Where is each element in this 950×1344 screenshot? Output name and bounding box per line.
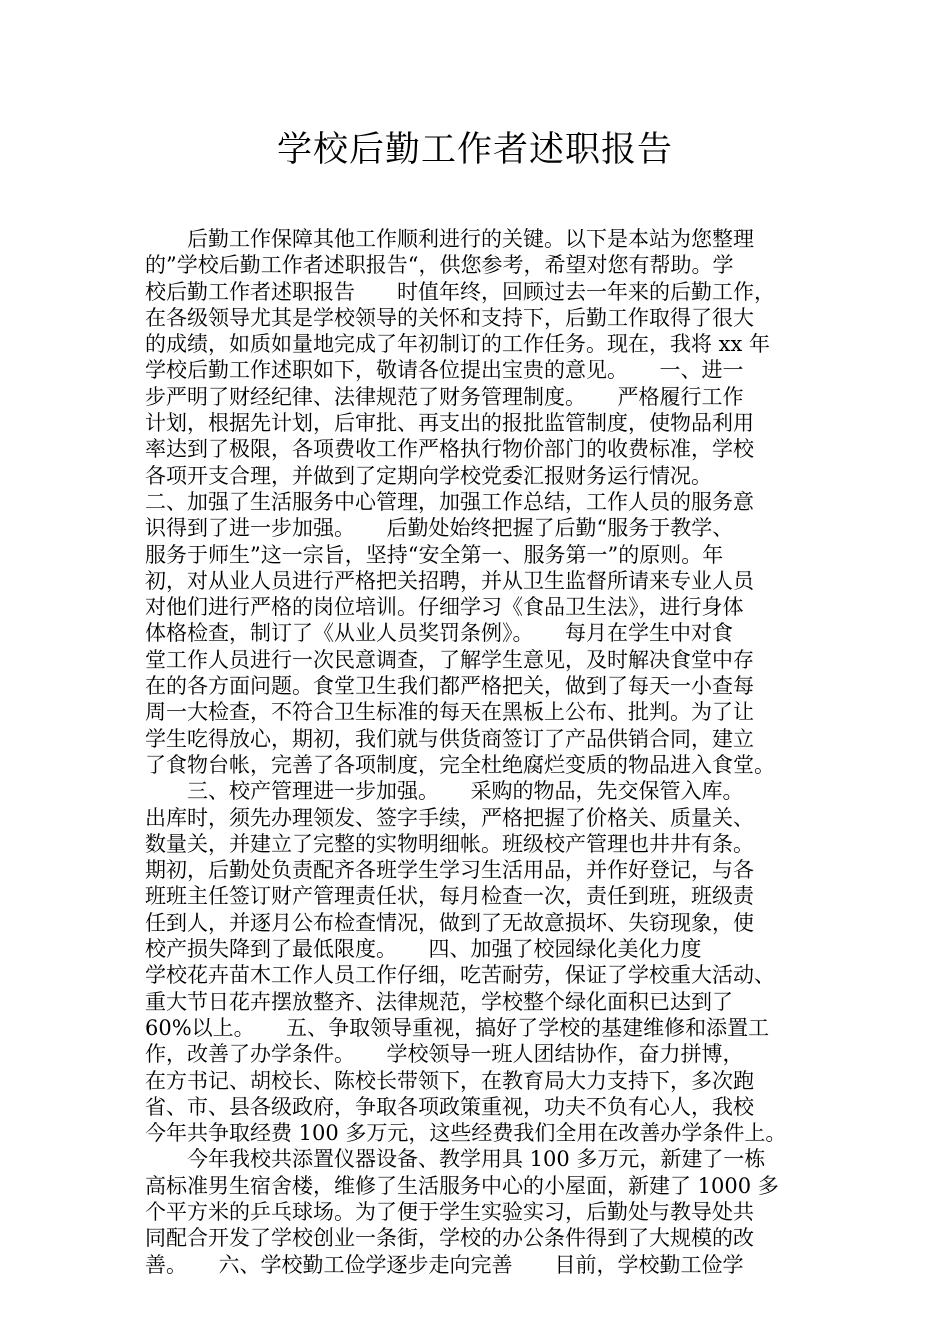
document-body — [145, 226, 810, 1278]
body-line: 校产损失降到了最低限度。 四、加强了校园绿化美化力度 — [145, 937, 702, 962]
body-line: 三、校产管理进一步加强。 采购的物品，先交保管入库。 — [145, 779, 744, 804]
body-line: 同配合开发了学校创业一条街，学校的办公条件得到了大规模的改 — [145, 1226, 754, 1251]
body-line: 步严明了财经纪律、法律规范了财务管理制度。 严格履行工作 — [145, 384, 744, 409]
document-title: 学校后勤工作者述职报告 — [276, 130, 673, 170]
body-line: 省、市、县各级政府，争取各项政策重视，功夫不负有心人，我校 — [145, 1094, 754, 1119]
body-line: 计划，根据先计划，后审批、再支出的报批监管制度，使物品利用 — [145, 411, 754, 436]
body-line: 善。 六、学校勤工俭学逐步走向完善 目前，学校勤工俭学 — [145, 1252, 744, 1277]
body-line: 服务于师生”这一宗旨，坚持“安全第一、服务第一”的原则。年 — [145, 542, 724, 567]
body-line: 校后勤工作者述职报告 时值年终，回顾过去一年来的后勤工作， — [145, 279, 775, 304]
body-line: 了食物台帐，完善了各项制度，完全杜绝腐烂变质的物品进入食堂。 — [145, 752, 775, 777]
body-line: 周一大检查，不符合卫生标准的每天在黑板上公布、批判。为了让 — [145, 700, 754, 725]
body-line: 60%以上。 五、争取领导重视，搞好了学校的基建维修和添置工 — [145, 1015, 770, 1040]
body-line: 在的各方面问题。食堂卫生我们都严格把关，做到了每天一小查每 — [145, 674, 754, 699]
body-line: 在各级领导尤其是学校领导的关怀和支持下，后勤工作取得了很大 — [145, 305, 754, 330]
body-line: 的”学校后勤工作者述职报告“，供您参考，希望对您有帮助。学 — [145, 253, 734, 278]
body-line: 期初，后勤处负责配齐各班学生学习生活用品，并作好登记，与各 — [145, 858, 754, 883]
body-line: 堂工作人员进行一次民意调查，了解学生意见，及时解决食堂中存 — [145, 647, 754, 672]
body-line: 高标准男生宿舍楼，维修了生活服务中心的小屋面，新建了 1000 多 — [145, 1173, 779, 1198]
body-line: 的成绩，如质如量地完成了年初制订的工作任务。现在，我将 xx 年 — [145, 332, 771, 357]
body-line: 后勤工作保障其他工作顺利进行的关键。以下是本站为您整理 — [145, 227, 754, 251]
body-line: 二、加强了生活服务中心管理，加强工作总结，工作人员的服务意 — [145, 489, 754, 514]
body-line: 率达到了极限，各项费收工作严格执行物价部门的收费标准，学校 — [145, 437, 754, 462]
body-line: 今年共争取经费 100 多万元，这些经费我们全用在改善办学条件上。 — [145, 1121, 787, 1146]
body-line: 出库时，须先办理领发、签字手续，严格把握了价格关、质量关、 — [145, 805, 754, 830]
body-line: 在方书记、胡校长、陈校长带领下，在教育局大力支持下，多次跑 — [145, 1068, 754, 1093]
body-line: 学生吃得放心，期初，我们就与供货商签订了产品供销合同，建立 — [145, 726, 754, 751]
body-line: 学校花卉苗木工作人员工作仔细，吃苦耐劳，保证了学校重大活动、 — [145, 963, 775, 988]
body-line: 班班主任签订财产管理责任状，每月检查一次，责任到班，班级责 — [145, 884, 754, 909]
body-line: 数量关，并建立了完整的实物明细帐。班级校产管理也井井有条。 — [145, 831, 754, 856]
body-line: 个平方米的乒乓球场。为了便于学生实验实习，后勤处与教导处共 — [145, 1199, 754, 1224]
body-line: 重大节日花卉摆放整齐、法律规范，学校整个绿化面积已达到了 — [145, 989, 733, 1014]
body-line: 体格检查，制订了《从业人员奖罚条例》。 每月在学生中对食 — [145, 621, 733, 646]
body-line: 作，改善了办学条件。 学校领导一班人团结协作，奋力拼博， — [145, 1042, 744, 1067]
body-line: 今年我校共添置仪器设备、教学用具 100 多万元，新建了一栋 — [145, 1147, 766, 1172]
body-line: 学校后勤工作述职如下，敬请各位提出宝贵的意见。 一、进一 — [145, 358, 744, 383]
body-line: 各项开支合理，并做到了定期向学校党委汇报财务运行情况。 — [145, 463, 712, 488]
body-line: 任到人，并逐月公布检查情况，做到了无故意损坏、失窃现象，使 — [145, 910, 754, 935]
body-line: 初，对从业人员进行严格把关招聘，并从卫生监督所请来专业人员 — [145, 568, 754, 593]
body-line: 对他们进行严格的岗位培训。仔细学习《食品卫生法》，进行身体 — [145, 595, 744, 620]
body-line: 识得到了进一步加强。 后勤处始终把握了后勤“服务于教学、 — [145, 516, 734, 541]
